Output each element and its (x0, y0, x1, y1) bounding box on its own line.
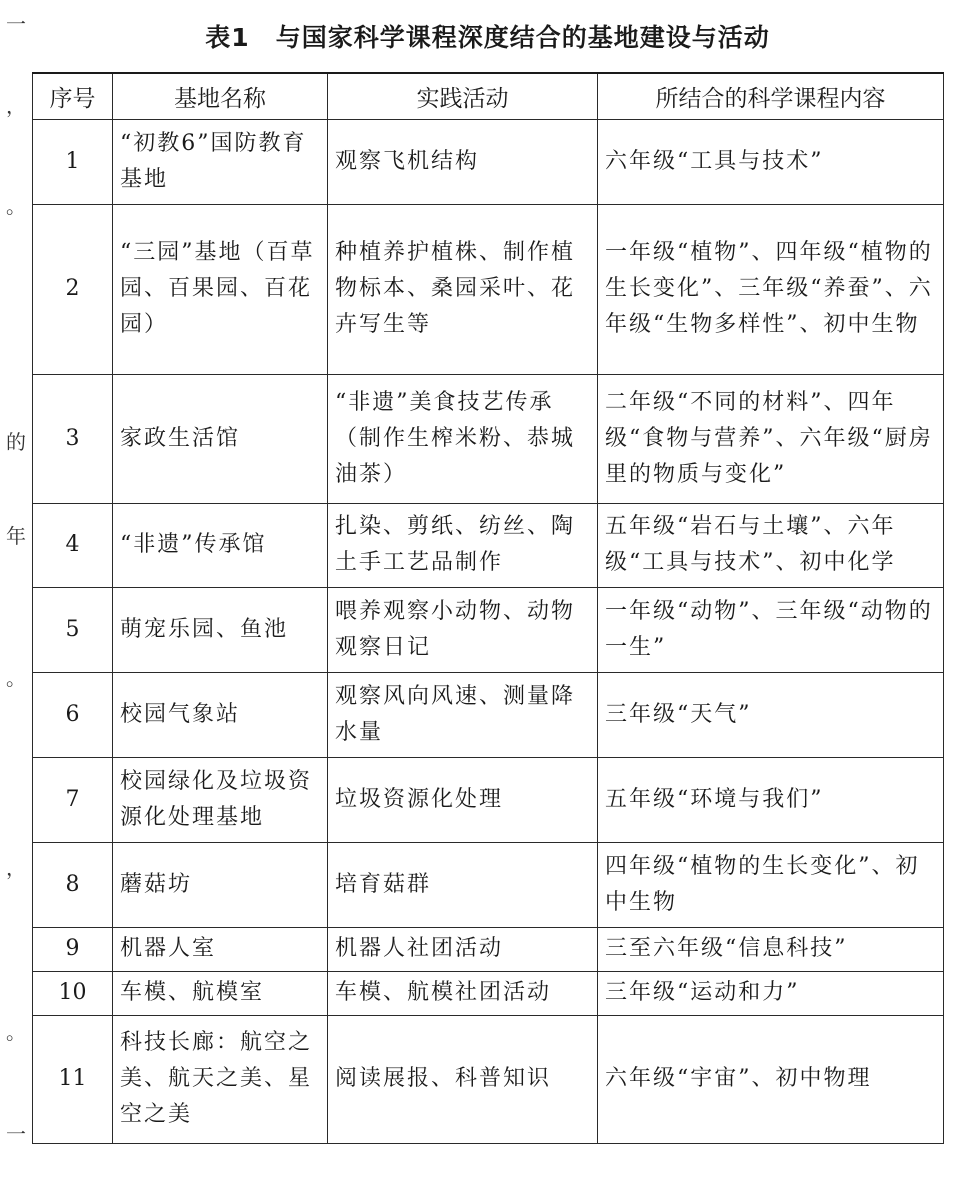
margin-fragment: 年 (6, 524, 26, 548)
table-row (33, 971, 944, 1015)
row-course-content: 五年级“环境与我们” (598, 757, 944, 842)
row-no: 6 (33, 672, 113, 757)
row-course-content: 三年级“运动和力” (598, 971, 944, 1015)
row-activity: 车模、航模社团活动 (328, 971, 598, 1015)
row-base-name: “三园”基地（百草园、百果园、百花园） (113, 204, 328, 374)
row-activity: 机器人社团活动 (328, 927, 598, 971)
margin-fragment: 。 (6, 1020, 26, 1044)
margin-fragment: ， (6, 94, 26, 118)
row-no: 3 (33, 374, 113, 503)
row-no: 9 (33, 927, 113, 971)
margin-fragment: ， (6, 856, 26, 880)
row-no: 7 (33, 757, 113, 842)
table-header-row (33, 73, 944, 119)
row-base-name: “初教6”国防教育基地 (113, 119, 328, 204)
header-base-name: 基地名称 (113, 73, 328, 119)
margin-fragment: 一 (6, 1122, 26, 1146)
row-no: 11 (33, 1015, 113, 1143)
row-base-name: 校园气象站 (113, 672, 328, 757)
table-title: 表1 与国家科学课程深度结合的基地建设与活动 (205, 23, 770, 52)
row-base-name: 车模、航模室 (113, 971, 328, 1015)
row-activity: 培育菇群 (328, 842, 598, 927)
row-activity: 喂养观察小动物、动物观察日记 (328, 587, 598, 672)
margin-fragment: 。 (6, 666, 26, 690)
row-course-content: 三年级“天气” (598, 672, 944, 757)
row-no: 1 (33, 119, 113, 204)
table-row (33, 587, 944, 672)
row-no: 8 (33, 842, 113, 927)
practice-base-table (32, 72, 944, 1144)
row-no: 2 (33, 204, 113, 374)
row-no: 10 (33, 971, 113, 1015)
table-row (33, 503, 944, 587)
table-row (33, 927, 944, 971)
row-course-content: 六年级“工具与技术” (598, 119, 944, 204)
row-activity: 观察飞机结构 (328, 119, 598, 204)
row-course-content: 一年级“植物”、四年级“植物的生长变化”、三年级“养蚕”、六年级“生物多样性”、初中生物 (598, 204, 944, 374)
row-activity: “非遗”美食技艺传承（制作生榨米粉、恭城油茶） (328, 374, 598, 503)
row-activity: 扎染、剪纸、纺丝、陶土手工艺品制作 (328, 503, 598, 587)
table-row (33, 1015, 944, 1143)
left-margin-text-fragments (0, 0, 24, 1186)
row-no: 5 (33, 587, 113, 672)
row-course-content: 四年级“植物的生长变化”、初中生物 (598, 842, 944, 927)
table-row (33, 842, 944, 927)
row-base-name: 科技长廊：航空之美、航天之美、星空之美 (113, 1015, 328, 1143)
header-course-content: 所结合的科学课程内容 (598, 73, 944, 119)
row-no: 4 (33, 503, 113, 587)
row-course-content: 一年级“动物”、三年级“动物的一生” (598, 587, 944, 672)
row-base-name: “非遗”传承馆 (113, 503, 328, 587)
row-activity: 种植养护植株、制作植物标本、桑园采叶、花卉写生等 (328, 204, 598, 374)
row-base-name: 家政生活馆 (113, 374, 328, 503)
table-row (33, 672, 944, 757)
row-activity: 阅读展报、科普知识 (328, 1015, 598, 1143)
margin-fragment: 的 (6, 430, 26, 454)
table-row (33, 204, 944, 374)
header-activity: 实践活动 (328, 73, 598, 119)
row-base-name: 蘑菇坊 (113, 842, 328, 927)
row-course-content: 五年级“岩石与土壤”、六年级“工具与技术”、初中化学 (598, 503, 944, 587)
row-activity: 垃圾资源化处理 (328, 757, 598, 842)
row-base-name: 校园绿化及垃圾资源化处理基地 (113, 757, 328, 842)
row-course-content: 六年级“宇宙”、初中物理 (598, 1015, 944, 1143)
table-row (33, 374, 944, 503)
row-activity: 观察风向风速、测量降水量 (328, 672, 598, 757)
table-row (33, 757, 944, 842)
row-base-name: 萌宠乐园、鱼池 (113, 587, 328, 672)
table-row (33, 119, 944, 204)
margin-fragment: 一 (6, 12, 26, 36)
row-base-name: 机器人室 (113, 927, 328, 971)
row-course-content: 二年级“不同的材料”、四年级“食物与营养”、六年级“厨房里的物质与变化” (598, 374, 944, 503)
header-no: 序号 (33, 73, 113, 119)
row-course-content: 三至六年级“信息科技” (598, 927, 944, 971)
margin-fragment: 。 (6, 194, 26, 218)
